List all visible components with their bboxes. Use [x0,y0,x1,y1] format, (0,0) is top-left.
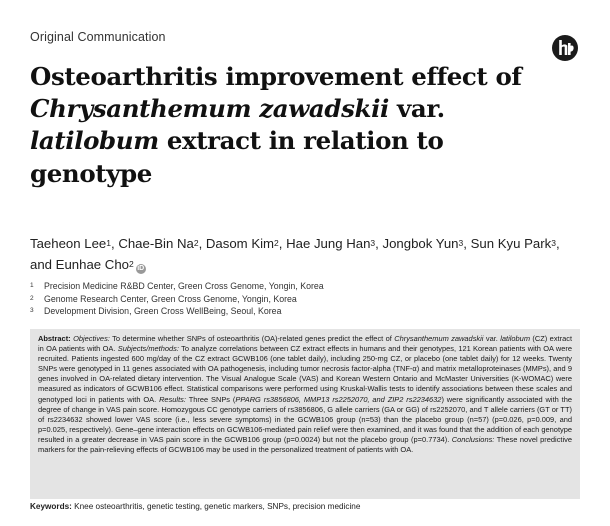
author-name: Jongbok Yun [382,236,459,251]
author-name: Sun Kyu Park [470,236,552,251]
methods-label: Subjects/methods: [117,344,179,354]
author-name: Hae Jung Han [286,236,371,251]
methods-text: To analyze correlations between CZ extract effects in humans and their genotypes, 121 Korean patients with OA were recruited. Patients ingested 600 mg/day of the CZ extract GCWB106 (one tablet daily), including 250-mg CZ, or placebo (one tablet daily) for 12 weeks. Twenty SNPs were genotyped in 11 genes associated with OA pathogenesis, including tumor necrosis factor-alpha (TNF-α) and matrix metalloproteinases (MMPs), and 9 genes involved in OA-related dietary intervention. The Visual Analogue Scale (VAS) and Korean Western Ontario and McMaster Universities (K-WOMAC) were measured as indicators of GCWB106 effect. Statistical comparisons were performed using Kruskal-Wallis tests to identify associations between these scales and genotyped loci in patients with OA. [38,344,572,404]
affiliation-number: 3 [30,307,34,315]
section-label: Original Communication [30,30,166,44]
objectives-text: To determine whether SNPs of osteoarthritis (OA)-related genes predict the effect of Chrysanthemum zawadskii var. latilobum (CZ) extract in OA patients with OA. [38,334,573,354]
orcid-icon[interactable]: iD [137,264,145,272]
objectives-label: Objectives: [73,334,110,343]
author-affiliation-marker: 3 [370,238,376,248]
author-name: Dasom Kim [205,236,275,251]
abstract-box [30,329,580,499]
affiliation-number: 1 [30,282,34,289]
abstract-label: Abstract: [38,334,71,343]
keywords [30,502,360,511]
affiliation-number: 2 [30,294,34,302]
affiliation-item [30,280,324,293]
author-name: Eunhae Cho [55,256,129,272]
author-affiliation-marker: 1 [106,238,111,248]
author-affiliation-marker: 2 [274,238,279,248]
conclusions-label: Conclusions: [451,434,495,444]
affiliation-text: Precision Medicine R&BD Center, Green Cross Genome, Yongin, Korea [44,281,324,291]
affiliation-item [30,293,324,306]
affiliation-text: Development Division, Green Cross WellBeing, Seoul, Korea [44,306,282,317]
affiliations [30,280,324,318]
author-name: Taeheon Lee [30,236,107,251]
author-name: Chae-Bin Na [118,236,194,251]
author-affiliation-marker: 2 [129,258,134,269]
keywords-text: Knee osteoarthritis, genetic testing, genetic markers, SNPs, precision medicine [74,502,361,511]
publisher-logo-icon [552,35,578,61]
results-text: Three SNPs (PPARG rs3856806, MMP13 rs2252070, and ZIP2 rs2234632) were significantly associated with the degree of change in VAS pain score. Homozygous CC genotype carriers of rs3856806, G allele carriers (GA or GG) of rs2252070, and T allele carriers (GT or TT) of rs2234632 showed lower VAS score (i.e., less severe symptoms) in the GCWB106 group (n=53) than the placebo group (n=57) (p=0.026, p=0.009, and p=0.025, respectively). Gene–gene interaction effects on GCWB106-mediated pain relief were then examined, and it was found that the addition of each genotype resulted in a greater decrease in VAS pain score in the GCWB106 group (p=0.0024) but not the placebo group (p=0.7734). [38,394,572,444]
affiliation-item [30,305,324,318]
affiliation-text: Genome Research Center, Green Cross Genome, Yongin, Korea [44,293,297,304]
author-affiliation-marker: 3 [458,238,464,248]
author-affiliation-marker: 3 [551,238,556,248]
results-label: Results: [159,394,186,404]
keywords-label: Keywords: [30,502,72,511]
authors-and: and [30,256,56,272]
article-title: Osteoarthritis improvement effect of Chrysanthemum zawadskii var. latilobum extract in relation to genotype [30,62,522,188]
author-affiliation-marker: 2 [193,238,199,248]
author-list: Taeheon Lee$^1$, Chae-Bin Na$^2$, Dasom Kim$^2$, Hae Jung Han$^3$, Jongbok Yun$^3$, Sun Kyu Park$^3$, and Eunhae Cho$^2$ iD [30,236,560,272]
conclusions-text: These novel predictive markers for the pain-relieving effects of GCWB106 may be used in the personalized treatment of patients with OA. [38,434,572,455]
